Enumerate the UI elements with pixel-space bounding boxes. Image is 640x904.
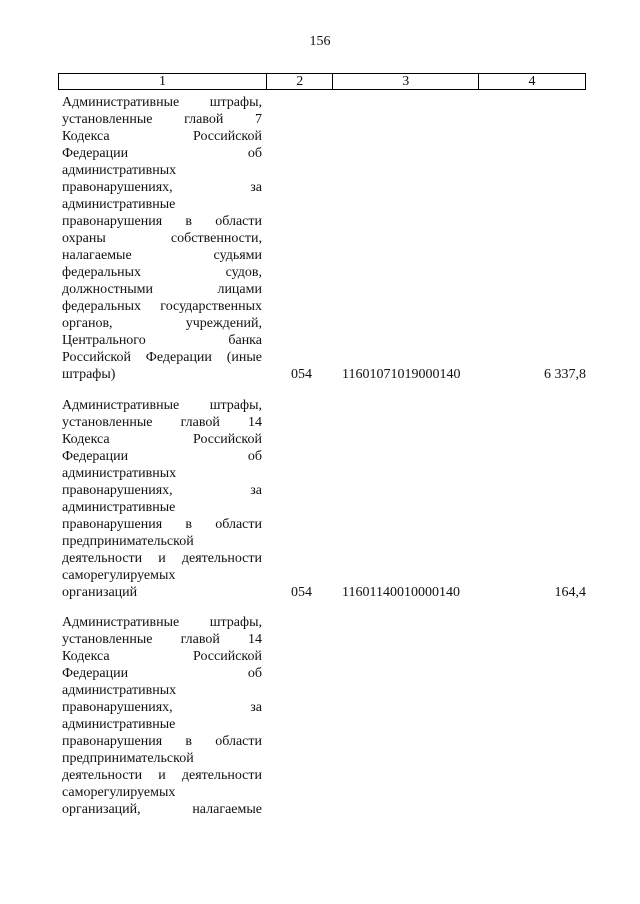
description-line: организаций, налагаемые bbox=[62, 802, 262, 817]
table-row bbox=[62, 614, 586, 818]
description-line: административных bbox=[62, 466, 177, 481]
description-line: органов, учреждений, bbox=[62, 316, 262, 331]
description-line: административных bbox=[62, 163, 177, 178]
row-description bbox=[62, 397, 262, 601]
description-line: охраны собственности, bbox=[62, 231, 262, 246]
description-line: предпринимательской bbox=[62, 751, 194, 766]
row-description bbox=[62, 94, 262, 383]
description-line: штрафы) bbox=[62, 367, 116, 382]
description-line: административные bbox=[62, 197, 176, 212]
description-line: установленные главой 14 bbox=[62, 632, 262, 647]
description-line: федеральных государственных bbox=[62, 299, 262, 314]
description-line: правонарушениях, за bbox=[62, 700, 262, 715]
description-line: правонарушениях, за bbox=[62, 483, 262, 498]
description-line: правонарушения в области bbox=[62, 734, 262, 749]
description-line: должностными лицами bbox=[62, 282, 262, 297]
description-line: правонарушения в области bbox=[62, 214, 262, 229]
description-line: саморегулируемых bbox=[62, 568, 176, 583]
description-line: Административные штрафы, bbox=[62, 95, 262, 110]
header-col-4: 4 bbox=[478, 74, 585, 89]
header-col-2: 2 bbox=[266, 74, 332, 89]
row-kbk: 11601140010000140 bbox=[342, 585, 460, 600]
description-line: установленные главой 14 bbox=[62, 415, 262, 430]
row-code: 054 bbox=[291, 585, 312, 600]
description-line: Административные штрафы, bbox=[62, 398, 262, 413]
row-amount: 6 337,8 bbox=[544, 367, 586, 382]
header-col-3: 3 bbox=[332, 74, 478, 89]
description-line: Федерации об bbox=[62, 449, 262, 464]
description-line: предпринимательской bbox=[62, 534, 194, 549]
description-line: организаций bbox=[62, 585, 138, 600]
header-col-1: 1 bbox=[159, 74, 166, 89]
description-line: административные bbox=[62, 500, 176, 515]
description-line: Административные штрафы, bbox=[62, 615, 262, 630]
description-line: административных bbox=[62, 683, 177, 698]
description-line: Кодекса Российской bbox=[62, 432, 262, 447]
description-line: федеральных судов, bbox=[62, 265, 262, 280]
description-line: установленные главой 7 bbox=[62, 112, 262, 127]
description-line: правонарушения в области bbox=[62, 517, 262, 532]
description-line: правонарушениях, за bbox=[62, 180, 262, 195]
row-kbk: 11601071019000140 bbox=[342, 367, 461, 382]
description-line: Центрального банка bbox=[62, 333, 262, 348]
description-line: саморегулируемых bbox=[62, 785, 176, 800]
description-line: Российской Федерации (иные bbox=[62, 350, 262, 365]
description-line: деятельности и деятельности bbox=[62, 551, 262, 566]
description-line: Кодекса Российской bbox=[62, 129, 262, 144]
row-description bbox=[62, 614, 262, 818]
description-line: налагаемые судьями bbox=[62, 248, 262, 263]
page-number: 156 bbox=[309, 34, 331, 49]
description-line: Федерации об bbox=[62, 146, 262, 161]
description-line: Кодекса Российской bbox=[62, 649, 262, 664]
row-code: 054 bbox=[291, 367, 312, 382]
table-header bbox=[58, 73, 586, 90]
description-line: административные bbox=[62, 717, 176, 732]
row-amount: 164,4 bbox=[554, 585, 586, 600]
description-line: Федерации об bbox=[62, 666, 262, 681]
description-line: деятельности и деятельности bbox=[62, 768, 262, 783]
table-row bbox=[62, 94, 586, 383]
table-row bbox=[62, 397, 586, 601]
